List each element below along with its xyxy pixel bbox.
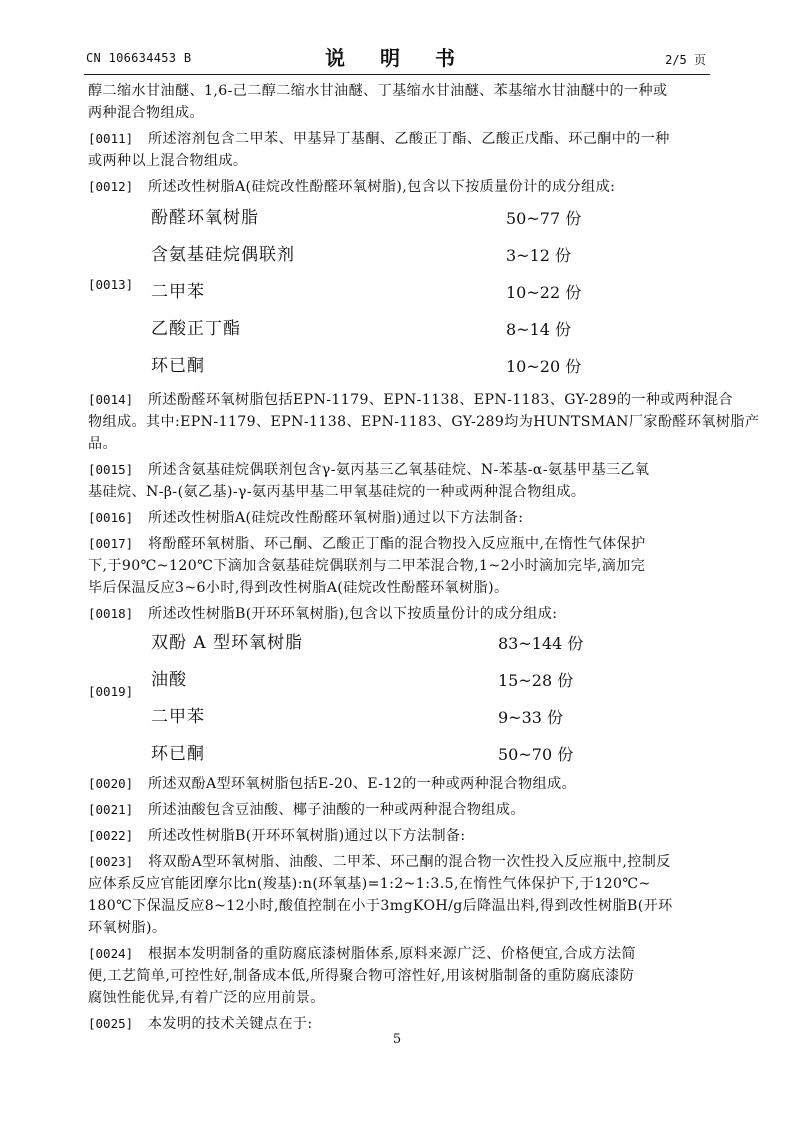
text-line: 应体系反应官能团摩尔比n(羧基):n(环氧基)=1:2~1:3.5,在惰性气体保护下,于120℃~ (88, 876, 651, 892)
paragraph-number: [0022] (88, 828, 134, 843)
paragraph-0020 (88, 773, 710, 795)
page-indicator: 2/5 页 (665, 53, 706, 67)
composition-table-b (88, 625, 710, 773)
header-divider (84, 74, 710, 75)
component-amount: 15~28 份 (498, 671, 574, 690)
paragraph-0022 (88, 825, 710, 847)
component-name: 乙酸正丁酯 (151, 319, 241, 339)
paragraph-number: [0020] (88, 776, 134, 791)
component-name: 环已酮 (151, 356, 205, 376)
intro-paragraph (88, 80, 710, 124)
text-line: 所述改性树脂B(开环环氧树脂)通过以下方法制备: (148, 828, 466, 844)
text-line: 毕后保温反应3~6小时,得到改性树脂A(硅烷改性酚醛环氧树脂)。 (88, 580, 509, 596)
document-body (88, 80, 760, 1035)
table-row (88, 625, 710, 662)
text-line: 所述溶剂包含二甲苯、甲基异丁基酮、乙酸正丁酯、乙酸正戊酯、环己酮中的一种 (148, 131, 670, 147)
component-name: 酚醛环氧树脂 (151, 208, 259, 228)
paragraph-number: [0013] (88, 277, 134, 292)
table-row (88, 237, 710, 274)
text-line: 醇二缩水甘油醚、1,6-己二醇二缩水甘油醚、丁基缩水甘油醚、苯基缩水甘油醚中的一种或 (88, 83, 668, 99)
component-amount: 10~20 份 (506, 357, 582, 376)
component-amount: 83~144 份 (498, 634, 584, 653)
text-line: 所述酚醛环氧树脂包括EPN-1179、EPN-1138、EPN-1183、GY-289的一种或两种混合 (148, 392, 733, 408)
table-row (88, 348, 710, 385)
text-line: 下,于90℃~120℃下滴加含氨基硅烷偶联剂与二甲苯混合物,1~2小时滴加完毕,滴加完 (88, 558, 646, 574)
paragraph-0012 (88, 176, 710, 198)
paragraph-0021 (88, 799, 710, 821)
component-amount: 9~33 份 (498, 708, 564, 727)
paragraph-number: [0015] (88, 462, 134, 477)
text-line: 所述双酚A型环氧树脂包括E-20、E-12的一种或两种混合物组成。 (148, 776, 577, 792)
text-line: 本发明的技术关键点在于: (148, 1016, 313, 1032)
text-line: 180℃下保温反应8~12小时,酸值控制在小于3mgKOH/g后降温出料,得到改性树脂B(开环 (88, 898, 673, 914)
paragraph-number: [0017] (88, 536, 134, 551)
paragraph-0024 (88, 943, 710, 1009)
paragraph-number: [0024] (88, 946, 134, 961)
paragraph-number: [0025] (88, 1016, 134, 1031)
component-amount: 50~77 份 (506, 209, 582, 228)
component-name: 双酚 A 型环氧树脂 (151, 633, 304, 653)
document-title: 说 明 书 (325, 46, 469, 70)
text-line: 品。 (88, 436, 117, 452)
text-line: 便,工艺简单,可控性好,制备成本低,所得聚合物可溶性好,用该树脂制备的重防腐底漆防 (88, 968, 635, 984)
component-name: 含氨基硅烷偶联剂 (151, 245, 295, 265)
paragraph-number: [0014] (88, 392, 134, 407)
table-row (88, 311, 710, 348)
table-row (88, 662, 710, 699)
composition-table-a (88, 200, 710, 385)
component-amount: 50~70 份 (498, 745, 574, 764)
text-line: 将双酚A型环氧树脂、油酸、二甲苯、环己酮的混合物一次性投入反应瓶中,控制反 (148, 854, 671, 870)
component-name: 油酸 (151, 670, 187, 690)
paragraph-0023 (88, 851, 710, 939)
component-name: 二甲苯 (151, 282, 205, 302)
component-amount: 8~14 份 (506, 320, 572, 339)
table-row (88, 736, 710, 773)
paragraph-0016 (88, 507, 710, 529)
text-line: 根据本发明制备的重防腐底漆树脂体系,原料来源广泛、价格便宜,合成方法简 (148, 946, 637, 962)
text-line: 腐蚀性能优异,有着广泛的应用前景。 (88, 990, 325, 1006)
paragraph-number: [0016] (88, 510, 134, 525)
text-line: 所述含氨基硅烷偶联剂包含γ-氨丙基三乙氧基硅烷、N-苯基-α-氨基甲基三乙氧 (148, 462, 650, 478)
paragraph-0011 (88, 128, 710, 172)
paragraph-number: [0023] (88, 854, 134, 869)
paragraph-number: [0012] (88, 179, 134, 194)
text-line: 所述改性树脂B(开环环氧树脂),包含以下按质量份计的成分组成: (148, 606, 558, 622)
paragraph-0015 (88, 459, 710, 503)
table-row (88, 274, 710, 311)
text-line: 所述油酸包含豆油酸、椰子油酸的一种或两种混合物组成。 (148, 802, 525, 818)
page-header (84, 38, 710, 68)
text-line: 或两种以上混合物组成。 (88, 153, 248, 169)
component-name: 环已酮 (151, 744, 205, 764)
text-line: 两种混合物组成。 (88, 105, 204, 121)
component-name: 二甲苯 (151, 707, 205, 727)
paragraph-0014 (88, 389, 760, 455)
text-line: 基硅烷、N-β-(氨乙基)-γ-氨丙基甲基二甲氧基硅烷的一种或两种混合物组成。 (88, 484, 586, 500)
paragraph-number: [0019] (88, 684, 134, 699)
text-line: 环氧树脂)。 (88, 920, 167, 936)
component-amount: 10~22 份 (506, 283, 582, 302)
page-number: 5 (392, 1032, 402, 1047)
paragraph-number: [0021] (88, 802, 134, 817)
paragraph-number: [0018] (88, 606, 134, 621)
patent-number: CN 106634453 B (86, 51, 192, 65)
text-line: 所述改性树脂A(硅烷改性酚醛环氧树脂)通过以下方法制备: (148, 510, 524, 526)
paragraph-number: [0011] (88, 131, 134, 146)
text-line: 将酚醛环氧树脂、环己酮、乙酸正丁酯的混合物投入反应瓶中,在惰性气体保护 (148, 536, 646, 552)
text-line: 所述改性树脂A(硅烷改性酚醛环氧树脂),包含以下按质量份计的成分组成: (148, 179, 616, 195)
component-amount: 3~12 份 (506, 246, 572, 265)
table-row (88, 699, 710, 736)
paragraph-0018 (88, 603, 710, 625)
table-row (88, 200, 710, 237)
text-line: 物组成。其中:EPN-1179、EPN-1138、EPN-1183、GY-289均为HUNTSMAN厂家酚醛环氧树脂产 (88, 414, 760, 430)
paragraph-0017 (88, 533, 710, 599)
